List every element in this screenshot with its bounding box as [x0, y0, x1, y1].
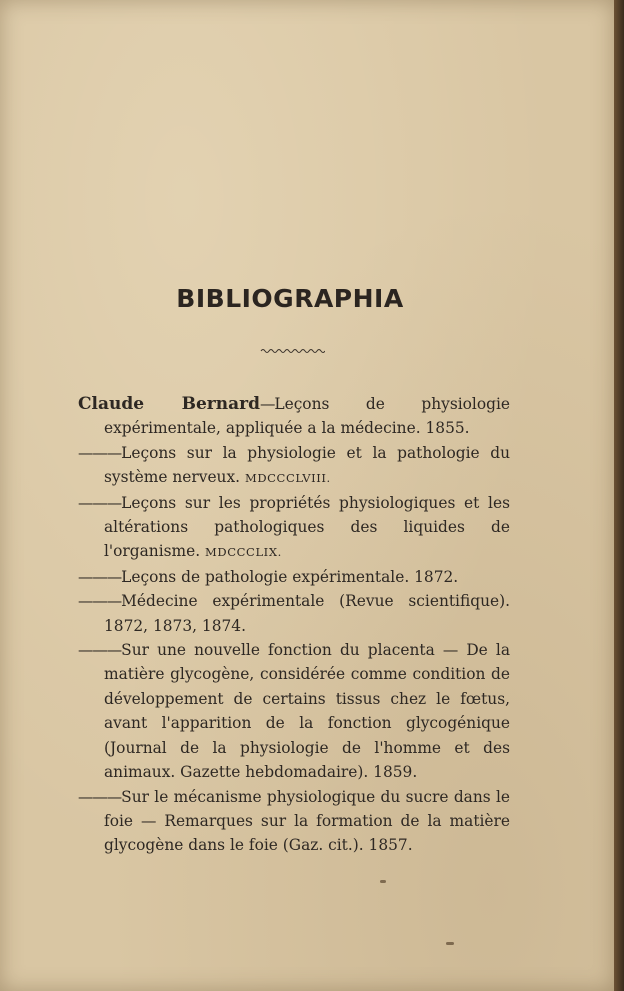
ink-speck: [446, 942, 454, 945]
entry-text: Leçons de physiologie expérimentale, appliquée a la médecine. 1855.: [104, 395, 510, 438]
ornament-divider: [259, 346, 325, 356]
entry-dash: ———: [78, 641, 122, 660]
bibliography-entry: [78, 785, 510, 858]
bibliography-entry: [78, 392, 510, 441]
entry-text: Leçons sur la physiologie et la pathologie du système nerveux.: [104, 443, 510, 487]
page-edge: [614, 0, 624, 991]
entry-dash: ———: [78, 567, 122, 586]
bibliography-entry: [78, 565, 510, 589]
entry-year: MDCCCLIX.: [205, 545, 282, 560]
bibliography-list: [78, 392, 510, 858]
entry-dash: ———: [78, 493, 122, 512]
bibliography-entry: [78, 441, 510, 491]
entry-dash: ———: [78, 592, 122, 611]
entry-year: MDCCCLVIII.: [244, 471, 331, 486]
entry-dash: ———: [78, 787, 122, 806]
entry-text: Sur le mécanisme physiologique du sucre dans le foie — Remarques sur la formation de la matière glycogène dans le foie (Gaz. cit.). 1857.: [104, 787, 510, 855]
entry-author: Claude Bernard: [78, 394, 260, 414]
entry-text: Sur une nouvelle fonction du placenta — De la matière glycogène, considérée comme condition de développement de certains tissus chez le fœtus, avant l'apparition de la fonction glycogénique (Journal de la physiologie de l'homme et des animaux. Gazette hebdomadaire). 1859.: [104, 641, 510, 782]
entry-text: Leçons de pathologie expérimentale. 1872.: [121, 567, 459, 586]
entry-dash: —: [259, 395, 275, 413]
entry-text: Médecine expérimentale (Revue scientifique). 1872, 1873, 1874.: [104, 592, 510, 635]
bibliography-entry: [78, 589, 510, 638]
bibliography-entry: [78, 638, 510, 784]
page-title: BIBLIOGRAPHIA: [176, 284, 404, 313]
ink-speck: [380, 880, 386, 883]
bibliography-entry: [78, 491, 510, 565]
entry-dash: ———: [78, 443, 122, 462]
entry-text: Leçons sur les propriétés physiologiques et les altérations pathologiques des liquides de l'organisme.: [104, 493, 510, 561]
